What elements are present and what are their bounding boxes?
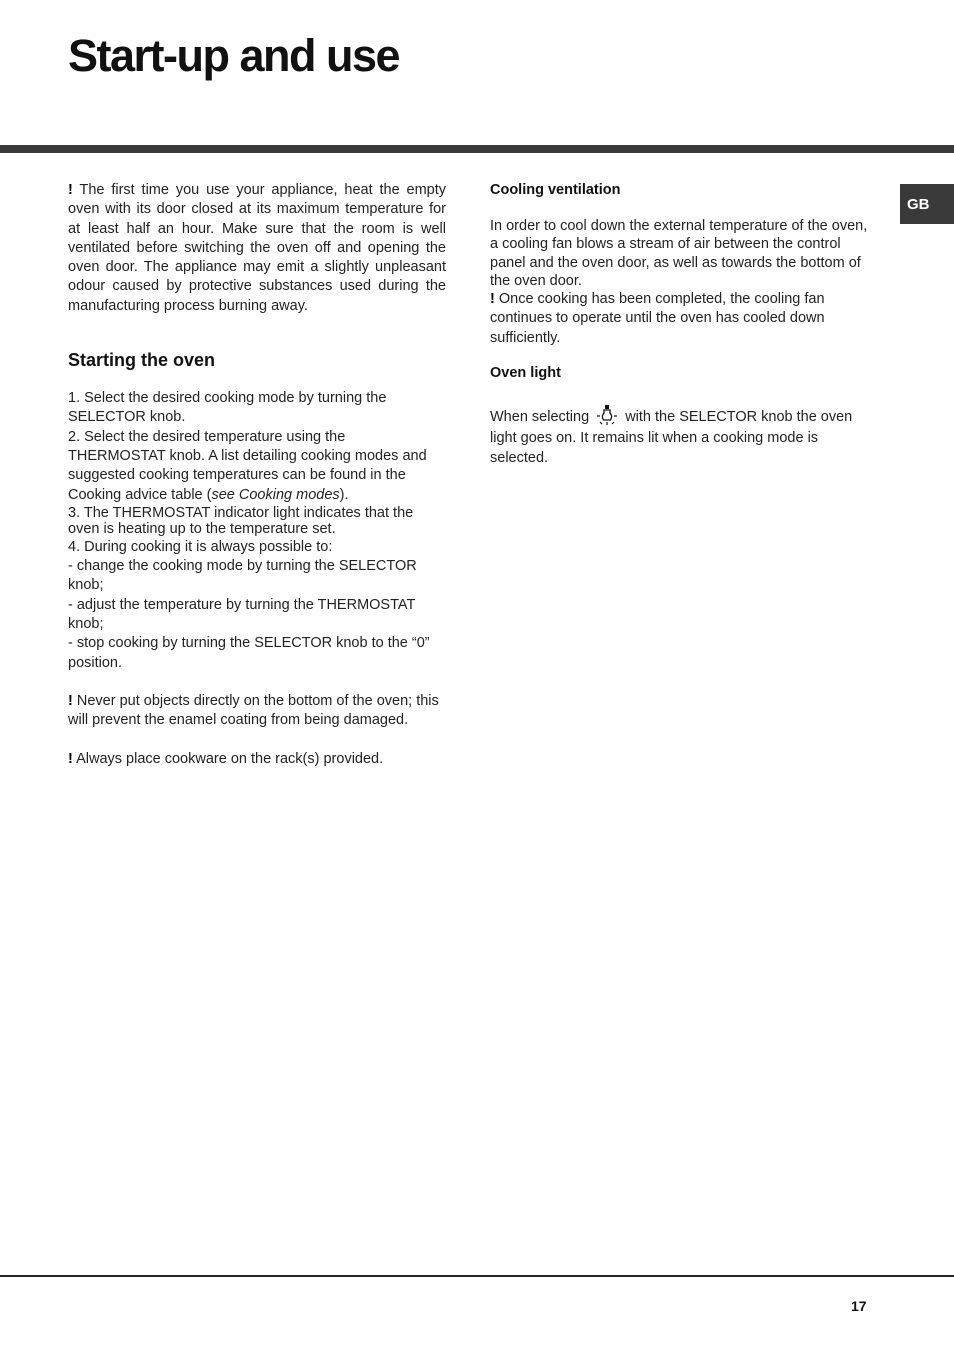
oven-light-bulb-icon — [596, 404, 618, 426]
left-column — [68, 181, 446, 769]
cross-reference: see Cooking modes — [211, 486, 340, 503]
warning-text: Always place cookware on the rack(s) provided. — [76, 750, 384, 767]
option-stop-cooking: - stop cooking by turning the SELECTOR knob to the “0” position. — [68, 635, 430, 671]
warning-bottom-objects — [68, 692, 446, 731]
intro-text: The first time you use your appliance, heat the empty oven with its door closed at its maximum temperature for at least half an hour. Make sure that the room is well ventilated before switching the oven off and opening the oven door. The appliance may emit a slightly unpleasant odour caused by protective substances used during the manufacturing process burning away. — [68, 182, 446, 314]
option-adjust-temperature: - adjust the temperature by turning the THERMOSTAT knob; — [68, 596, 416, 633]
option-change-mode: - change the cooking mode by turning the SELECTOR knob; — [68, 558, 417, 594]
warning-mark: ! — [68, 692, 73, 709]
step-4: 4. During cooking it is always possible to: — [68, 538, 333, 555]
warning-text: Never put objects directly on the bottom of the oven; this will prevent the enamel coating from being damaged. — [68, 692, 439, 729]
step-3: 3. The THERMOSTAT indicator light indicates that the oven is heating up to the temperature set. — [68, 504, 414, 538]
step-2 — [68, 428, 446, 505]
step-2-end: ). — [339, 486, 349, 503]
right-column — [490, 181, 870, 469]
starting-the-oven-heading: Starting the oven — [68, 350, 216, 371]
oven-light-paragraph — [490, 404, 870, 469]
cooling-warning — [490, 290, 870, 348]
oven-light-heading: Oven light — [490, 365, 561, 382]
footer-rule — [0, 1275, 954, 1277]
cooling-warning-text: Once cooking has been completed, the cooling fan continues to operate until the oven has cooled down sufficiently. — [490, 291, 825, 346]
header-rule — [0, 145, 954, 153]
steps-list — [68, 389, 446, 673]
warning-cookware — [68, 750, 446, 769]
oven-light-text-start: When selecting — [490, 409, 590, 426]
step-1: 1. Select the desired cooking mode by turning the SELECTOR knob. — [68, 390, 387, 426]
language-tab: GB — [900, 184, 954, 224]
warning-mark: ! — [490, 291, 495, 308]
page-title: Start-up and use — [68, 30, 400, 81]
step-2-text: 2. Select the desired temperature using the THERMOSTAT knob. A list detailing cooking modes and suggested cooking temperatures can be found in the Cooking advice table ( — [68, 428, 427, 503]
cooling-ventilation-heading: Cooling ventilation — [490, 182, 621, 198]
oven-light-text-end: with the SELECTOR knob the oven light goes on. It remains lit when a cooking mode is selected. — [490, 409, 853, 467]
cooling-paragraph: In order to cool down the external temperature of the oven, a cooling fan blows a stream of air between the control panel and the oven door, as well as towards the bottom of the oven door. — [490, 218, 868, 289]
page-number: 17 — [851, 1298, 867, 1314]
warning-mark: ! — [68, 182, 73, 198]
intro-paragraph — [68, 181, 446, 316]
warning-mark: ! — [68, 750, 73, 767]
